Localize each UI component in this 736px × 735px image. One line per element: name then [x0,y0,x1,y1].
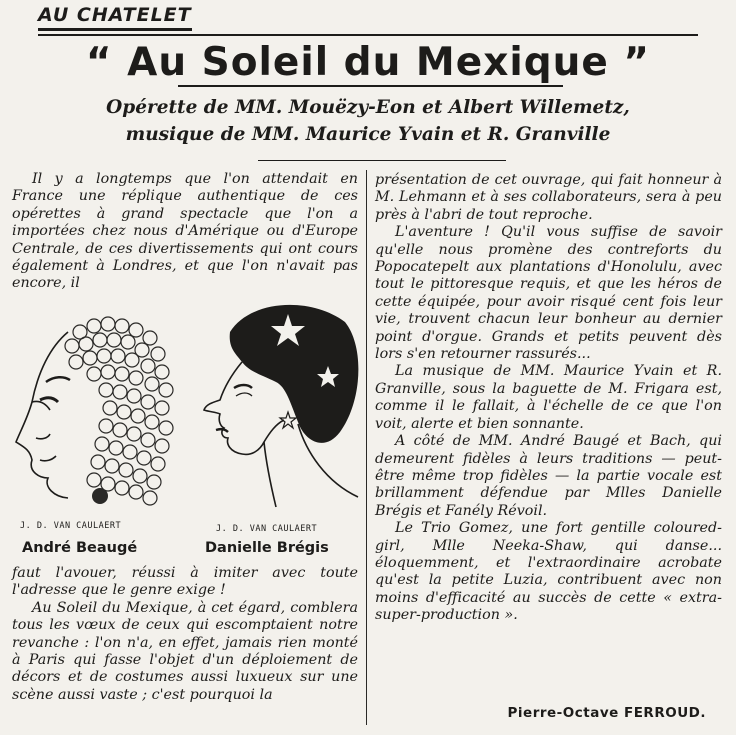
subtitle-rule [258,160,506,161]
title-top-rule [38,34,698,36]
right-column [375,172,722,625]
left-column-bottom [12,565,358,704]
caricature-andre-bauge [10,292,185,530]
title-underline [178,85,563,87]
caption-andre-bauge: André Beaugé [22,540,138,556]
column-divider [366,170,367,725]
subtitle-line-2: musique de MM. Maurice Yvain et R. Granville [125,124,611,145]
artist-signature-left: J. D. VAN CAULAERT [20,521,122,531]
paragraph-cote: A côté de MM. André Baugé et Bach, qui demeurent fidèles à leurs traditions — peut-être même trop fidèles — la partie vocale est brillamment défendue par Mlles Danielle Brégis et Fanély Révoil. [375,433,722,519]
author-signature: Pierre-Octave FERROUD. [507,705,706,721]
paragraph-presentation: présentation de cet ouvrage, qui fait honneur à M. Lehmann et à ses collaborateurs, sera à peu près à l'abri de tout reproche. [375,172,722,223]
paragraph-continued: faut l'avouer, réussi à imiter avec toute l'adresse que le genre exige ! [12,565,358,599]
article-title: “ Au Soleil du Mexique ” [85,40,651,85]
paragraph-intro: Il y a longtemps que l'on attendait en France une réplique authentique de ces opérettes à grand spectacle que l'on a importées chez nous d'Amérique ou d'Europe Centrale, de ces divertissements qui ont cours également à Londres, et que l'on n'avait pas encore, il [12,171,358,292]
paragraph-au-soleil: Au Soleil du Mexique, à cet égard, comblera tous les vœux de ceux qui escomptaient notre revanche : l'on n'a, en effet, jamais rien monté à Paris qui fasse l'objet d'un déploiement de décors et de costumes aussi luxueux sur une scène aussi vaste ; c'est pourquoi la [12,599,358,703]
left-column-top [12,171,358,293]
caption-danielle-bregis: Danielle Brégis [205,540,329,556]
subtitle-line-1: Opérette de MM. Mouëzy-Eon et Albert Willemetz, [106,97,630,118]
section-rubric: AU CHATELET [38,4,192,31]
paragraph-musique: La musique de MM. Maurice Yvain et R. Granville, sous la baguette de M. Frigara est, comme il le fallait, à l'échelle de ce que l'on voit, alerte et bien sonnante. [375,363,722,432]
paragraph-aventure: L'aventure ! Qu'il vous suffise de savoir qu'elle nous promène des contreforts du Popocatepelt aux plantations d'Honolulu, avec tout le pittoresque requis, et que les héros de cette équipée, pour avoir risqué cent fois leur vie, trouvent chacun leur bonheur au dernier point d'orgue. Grands et petits peuvent dès lors s'en retourner rassurés... [375,224,722,363]
paragraph-trio: Le Trio Gomez, une fort gentille coloured-girl, Mlle Neeka-Shaw, qui danse... éloquemment, et l'extraordinaire acrobate qu'est la petite Luzia, contribuent avec non moins d'efficacité au succès de cette « extra-super-production ». [375,520,722,624]
caricature-danielle-bregis [180,292,365,530]
artist-signature-right: J. D. VAN CAULAERT [216,524,318,534]
